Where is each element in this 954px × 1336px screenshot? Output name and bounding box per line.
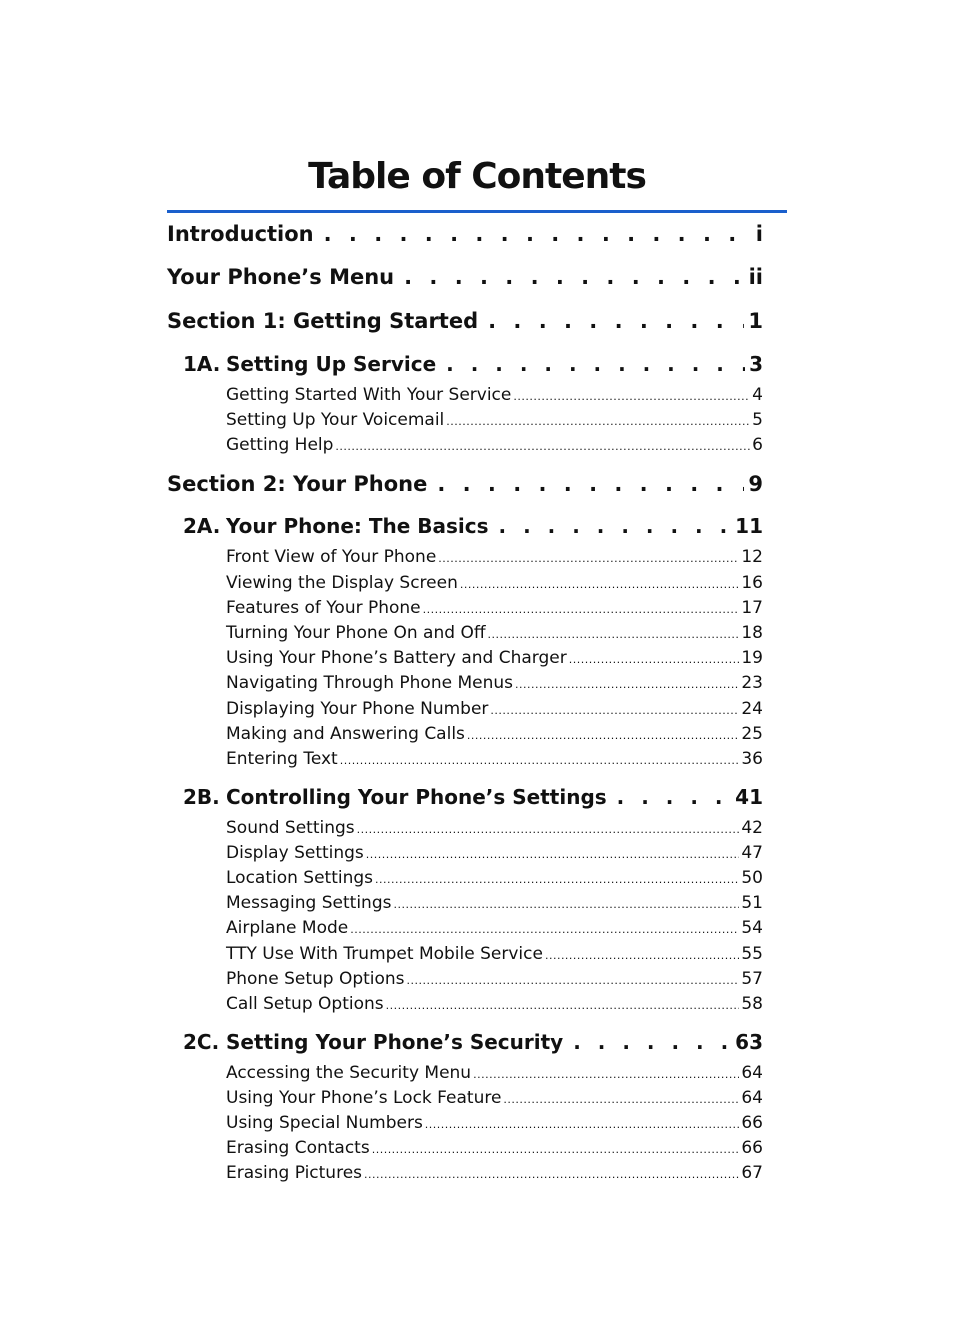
toc-page-number: 51 bbox=[741, 893, 763, 913]
toc-page-number: 6 bbox=[752, 435, 763, 455]
dot-leader bbox=[499, 514, 732, 538]
toc-page-number: 67 bbox=[741, 1163, 763, 1183]
toc-item[interactable] bbox=[226, 994, 763, 1014]
toc-label: Features of Your Phone bbox=[226, 598, 421, 618]
toc-label: Section 1: Getting Started bbox=[167, 309, 479, 333]
toc-entry-phone-menu[interactable] bbox=[167, 265, 763, 289]
toc-item[interactable] bbox=[226, 868, 763, 888]
dot-leader bbox=[545, 949, 739, 962]
toc-entry-introduction[interactable] bbox=[167, 222, 763, 246]
toc-item[interactable] bbox=[226, 893, 763, 913]
toc-entry-2a[interactable] bbox=[183, 514, 763, 538]
toc-page-number: 1 bbox=[748, 309, 763, 333]
toc-section-code: 1A. bbox=[183, 352, 221, 376]
toc-page-number: 64 bbox=[741, 1088, 763, 1108]
dot-leader bbox=[404, 265, 744, 289]
dot-leader bbox=[473, 1068, 739, 1081]
dot-leader bbox=[460, 578, 740, 591]
toc-page-number: 17 bbox=[741, 598, 763, 618]
dot-leader bbox=[617, 785, 731, 809]
dot-leader bbox=[488, 628, 740, 641]
toc-section-code: 2C. bbox=[183, 1030, 220, 1054]
dot-leader bbox=[467, 729, 739, 742]
dot-leader bbox=[340, 754, 740, 767]
dot-leader bbox=[386, 999, 740, 1012]
dot-leader bbox=[407, 974, 740, 987]
toc-page-number: 12 bbox=[741, 547, 763, 567]
toc-label: Turning Your Phone On and Off bbox=[226, 623, 486, 643]
dot-leader bbox=[515, 678, 739, 691]
toc-item[interactable] bbox=[226, 385, 763, 405]
dot-leader bbox=[446, 352, 745, 376]
toc-label: TTY Use With Trumpet Mobile Service bbox=[226, 944, 543, 964]
toc-item[interactable] bbox=[226, 410, 763, 430]
toc-entry-section-2[interactable] bbox=[167, 472, 763, 496]
dot-leader bbox=[437, 472, 744, 496]
toc-page-number: 4 bbox=[752, 385, 763, 405]
toc-item[interactable] bbox=[226, 623, 763, 643]
toc-page-number: 50 bbox=[741, 868, 763, 888]
toc-label: Accessing the Security Menu bbox=[226, 1063, 472, 1083]
page-title: Table of Contents bbox=[308, 156, 646, 197]
dot-leader bbox=[335, 440, 750, 453]
toc-page-number: 24 bbox=[741, 699, 763, 719]
toc-label: Making and Answering Calls bbox=[226, 724, 465, 744]
toc-page-number: 55 bbox=[741, 944, 763, 964]
dot-leader bbox=[438, 552, 739, 565]
dot-leader bbox=[364, 1168, 739, 1181]
toc-label: Viewing the Display Screen bbox=[226, 573, 458, 593]
toc-section-code: 2B. bbox=[183, 785, 220, 809]
toc-page-number: 18 bbox=[741, 623, 763, 643]
toc-label: Using Special Numbers bbox=[226, 1113, 423, 1133]
dot-leader bbox=[569, 653, 740, 666]
toc-entry-2c[interactable] bbox=[183, 1030, 763, 1054]
toc-item[interactable] bbox=[226, 598, 763, 618]
toc-label: Introduction bbox=[167, 222, 314, 246]
toc-label: Setting Up Your Voicemail bbox=[226, 410, 445, 430]
toc-item[interactable] bbox=[226, 1063, 763, 1083]
toc-item[interactable] bbox=[226, 818, 763, 838]
toc-item[interactable] bbox=[226, 1088, 763, 1108]
toc-label: Location Settings bbox=[226, 868, 374, 888]
toc-item[interactable] bbox=[226, 673, 763, 693]
dot-leader bbox=[350, 923, 739, 936]
toc-page-number: 41 bbox=[735, 785, 763, 809]
toc-label: Setting Up Service bbox=[226, 352, 437, 376]
dot-leader bbox=[425, 1118, 740, 1131]
toc-label: Using Your Phone’s Lock Feature bbox=[226, 1088, 502, 1108]
toc-label: Entering Text bbox=[226, 749, 338, 769]
toc-item[interactable] bbox=[226, 724, 763, 744]
toc-label: Setting Your Phone’s Security bbox=[226, 1030, 564, 1054]
toc-label: Airplane Mode bbox=[226, 918, 349, 938]
dot-leader bbox=[375, 873, 739, 886]
toc-label: Controlling Your Phone’s Settings bbox=[226, 785, 607, 809]
toc-item[interactable] bbox=[226, 843, 763, 863]
dot-leader bbox=[513, 390, 750, 403]
toc-item[interactable] bbox=[226, 435, 763, 455]
dot-leader bbox=[357, 823, 740, 836]
toc-item[interactable] bbox=[226, 1163, 763, 1183]
toc-page-number: 5 bbox=[752, 410, 763, 430]
toc-page-number: 23 bbox=[741, 673, 763, 693]
toc-label: Sound Settings bbox=[226, 818, 355, 838]
toc-page-number: 54 bbox=[741, 918, 763, 938]
toc-item[interactable] bbox=[226, 573, 763, 593]
toc-item[interactable] bbox=[226, 944, 763, 964]
dot-leader bbox=[393, 898, 739, 911]
toc-section-code: 2A. bbox=[183, 514, 221, 538]
toc-page-number: 19 bbox=[741, 648, 763, 668]
toc-label: Front View of Your Phone bbox=[226, 547, 437, 567]
dot-leader bbox=[423, 603, 740, 616]
toc-page-number: 63 bbox=[735, 1030, 763, 1054]
toc-item[interactable] bbox=[226, 699, 763, 719]
toc-page-number: 66 bbox=[741, 1138, 763, 1158]
toc-entry-2b[interactable] bbox=[183, 785, 763, 809]
toc-page-number: ii bbox=[748, 265, 763, 289]
dot-leader bbox=[366, 848, 740, 861]
toc-item[interactable] bbox=[226, 1113, 763, 1133]
toc-label: Your Phone’s Menu bbox=[167, 265, 395, 289]
dot-leader bbox=[372, 1143, 740, 1156]
toc-page-number: 25 bbox=[741, 724, 763, 744]
toc-page-number: 9 bbox=[748, 472, 763, 496]
dot-leader bbox=[573, 1030, 731, 1054]
dot-leader bbox=[503, 1093, 739, 1106]
toc-label: Your Phone: The Basics bbox=[226, 514, 489, 538]
toc-label: Getting Started With Your Service bbox=[226, 385, 512, 405]
toc-entry-section-1[interactable] bbox=[167, 309, 763, 333]
toc-item[interactable] bbox=[226, 969, 763, 989]
toc-page-number: 42 bbox=[741, 818, 763, 838]
toc-label: Getting Help bbox=[226, 435, 334, 455]
toc-page-number: 66 bbox=[741, 1113, 763, 1133]
toc-page-number: 11 bbox=[735, 514, 763, 538]
toc-page-number: 58 bbox=[741, 994, 763, 1014]
toc-page-number: 64 bbox=[741, 1063, 763, 1083]
dot-leader bbox=[324, 222, 752, 246]
toc-item[interactable] bbox=[226, 547, 763, 567]
toc-page-number: 16 bbox=[741, 573, 763, 593]
toc-item[interactable] bbox=[226, 648, 763, 668]
dot-leader bbox=[446, 415, 750, 428]
toc-page-number: 36 bbox=[741, 749, 763, 769]
toc-label: Displaying Your Phone Number bbox=[226, 699, 489, 719]
toc-label: Call Setup Options bbox=[226, 994, 384, 1014]
toc-item[interactable] bbox=[226, 918, 763, 938]
dot-leader bbox=[488, 309, 744, 333]
toc-label: Using Your Phone’s Battery and Charger bbox=[226, 648, 567, 668]
toc-page-number: 47 bbox=[741, 843, 763, 863]
toc-label: Erasing Pictures bbox=[226, 1163, 363, 1183]
toc-label: Display Settings bbox=[226, 843, 364, 863]
toc-item[interactable] bbox=[226, 1138, 763, 1158]
toc-page-number: 57 bbox=[741, 969, 763, 989]
toc-label: Messaging Settings bbox=[226, 893, 392, 913]
title-rule bbox=[167, 210, 787, 213]
toc-item[interactable] bbox=[226, 749, 763, 769]
toc-label: Phone Setup Options bbox=[226, 969, 405, 989]
dot-leader bbox=[490, 704, 739, 717]
toc-page-number: i bbox=[755, 222, 763, 246]
toc-label: Navigating Through Phone Menus bbox=[226, 673, 513, 693]
toc-label: Erasing Contacts bbox=[226, 1138, 370, 1158]
toc-label: Section 2: Your Phone bbox=[167, 472, 428, 496]
toc-page-number: 3 bbox=[749, 352, 763, 376]
toc-entry-1a[interactable] bbox=[183, 352, 763, 376]
